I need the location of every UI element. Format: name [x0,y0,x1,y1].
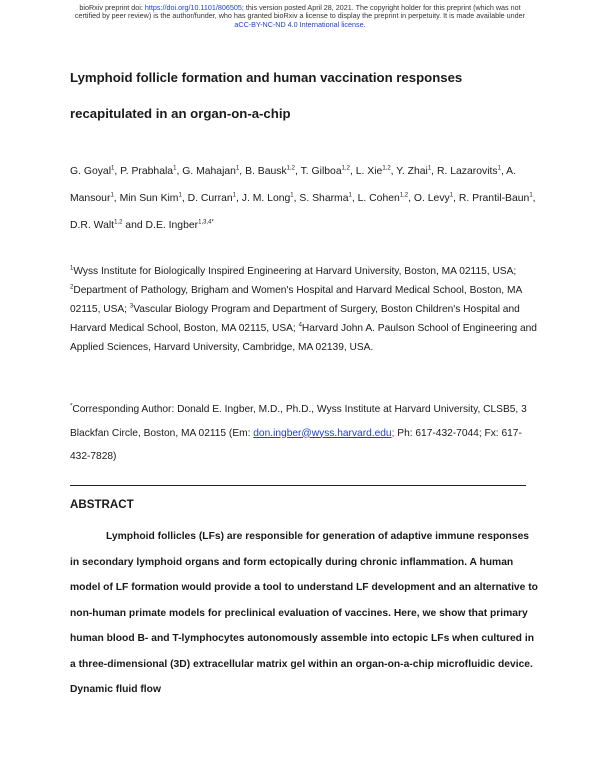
author [299,193,351,204]
author-affiliation-marker: 1 [232,192,236,199]
author-name: R. Prantil-Baun [458,193,530,204]
author-name: O. Levy [413,193,450,204]
author-name: D. Curran [187,193,233,204]
preprint-notice [30,4,570,29]
author-affiliation-marker: 1 [449,192,454,199]
author [242,193,294,204]
author-name: P. Prabhala [120,166,174,177]
corresponding-marker: * [70,403,73,410]
author-affiliation-marker: 1 [111,165,115,172]
author-affiliation-marker: 1,2 [286,165,295,172]
affiliation-marker: 4 [298,322,302,329]
author [70,166,114,177]
license-link[interactable]: aCC-BY-NC-ND 4.0 International license. [234,19,366,29]
corresponding-author [70,398,540,469]
preprint-notice-line1-prefix: bioRxiv preprint doi: [79,3,145,12]
preprint-notice-line1-suffix: ; this version posted April 28, 2021. The copyright holder for this preprint (which was not [241,3,521,12]
author [301,166,350,177]
author-name: S. Sharma [299,193,349,204]
author [356,166,391,177]
paper-title [70,60,540,132]
author-name: B. Bausk [245,166,287,177]
author-affiliation-marker: 1,2 [382,165,391,172]
author-list: G. Goyal$^1$, P. Prabhala$^1$, G. Mahajan$^1$, B. Bausk$^{1,2}$, T. Gilboa$^{1,2}$, L. Xie$^{1,2}$, Y. Zhai$^1$, R. Lazarovits$^1$, A. Mansour$^1$, Min Sun Kim$^1$, D. Curran$^1$, J. M. Long$^1$, S. Sharma$^1$, L. Cohen$^{1,2}$, O. Levy$^1$, R. Prantil-Baun$^1$, D.R. Walt$^{1,2}$ and D.E. Ingber$^{1,3,4*}$ [70,165,536,231]
author [188,193,236,204]
author-affiliation-marker: 1,2 [114,219,123,226]
author-affiliation-marker: 1,2 [399,192,409,199]
author-name: L. Xie [355,166,383,177]
author-name: D.R. Walt [70,220,115,231]
author-name: Min Sun Kim [119,193,179,204]
affiliation-text: Wyss Institute for Biologically Inspired Engineering at Harvard University, Boston, MA 02115, USA; [73,266,517,277]
author-affiliation-marker: 1 [235,165,240,172]
author [70,220,122,231]
author-affiliation-marker: 1 [173,165,177,172]
author-name: Y. Zhai [396,166,428,177]
author [182,166,239,177]
author [120,193,182,204]
section-divider [70,485,526,486]
affiliation-marker: 1 [70,265,74,272]
affiliation-marker: 2 [70,284,74,291]
author [414,193,453,204]
abstract-text [70,524,540,703]
paper-title-line1: Lymphoid follicle formation and human vaccination responses [70,70,463,85]
author-name: D.E. Ingber [145,220,199,231]
paper-title-line2: recapitulated in an organ-on-a-chip [70,106,291,121]
affiliation-marker: 3 [129,303,134,310]
preprint-notice-line2: certified by peer review) is the author/funder, who has granted bioRxiv a license to display the preprint in perpetuity. It is made available under [74,11,526,21]
author-name: G. Goyal [70,166,111,177]
author-name: G. Mahajan [182,166,236,177]
author [245,166,295,177]
author-name: T. Gilboa [300,166,342,177]
author-affiliation-marker: 1,2 [341,165,350,172]
affiliation-text: Vascular Biology Program and Department of Surgery, Boston Children's Hospital and Harvard Medical School, Boston, MA 02115, USA; [70,304,520,334]
author [120,166,176,177]
corresponding-prefix: Corresponding Author: Donald E. Ingber, M.D., Ph.D., Wyss Institute at Harvard University, CLSB5, 3 Blackfan Circle, Boston, MA 02115 (Em: [70,404,527,439]
email-link[interactable]: don.ingber@wyss.harvard.edu; [253,427,395,439]
affiliation-text: Department of Pathology, Brigham and Women's Hospital and Harvard Medical School, Boston, MA 02115, USA; [70,285,522,315]
author-name: A. Mansour [70,166,516,204]
author-name: J. M. Long [241,193,291,204]
abstract-body: Lymphoid follicles (LFs) are responsible for generation of adaptive immune responses in secondary lymphoid organs and form ectopically during chronic inflammation. A human model of LF formation would provide a tool to understand LF development and an alternative to non-human primate models for preclinical evaluation of vaccines. Here, we show that primary human blood B- and T-lymphocytes autonomously assemble into ectopic LFs when cultured in a three-dimensional (3D) extracellular matrix gel within an organ-on-a-chip microfluidic device. Dynamic fluid flow [70,531,538,695]
affiliations [70,262,540,357]
author [437,166,501,177]
author-name: R. Lazarovits [436,166,498,177]
author-name: L. Cohen [357,193,400,204]
author [146,220,214,231]
author [396,166,431,177]
doi-link[interactable]: https://doi.org/10.1101/806505 [144,3,242,12]
author-affiliation-marker: 1 [348,192,352,199]
author [358,193,409,204]
author-affiliation-marker: 1 [178,192,182,199]
author-affiliation-marker: 1,3,4* [198,219,214,226]
author-affiliation-marker: 1 [497,165,501,172]
abstract-heading: ABSTRACT [70,498,134,511]
corresponding-suffix: Ph: 617-432-7044; Fx: 617-432-7828) [70,427,522,462]
author-affiliation-marker: 1 [110,192,114,199]
author-affiliation-marker: 1 [529,192,533,199]
author-affiliation-marker: 1 [427,165,432,172]
author [459,193,533,204]
author-affiliation-marker: 1 [290,192,294,199]
affiliation-text: Harvard John A. Paulson School of Engineering and Applied Sciences, Harvard University, Cambridge, MA 02139, USA. [70,323,537,353]
